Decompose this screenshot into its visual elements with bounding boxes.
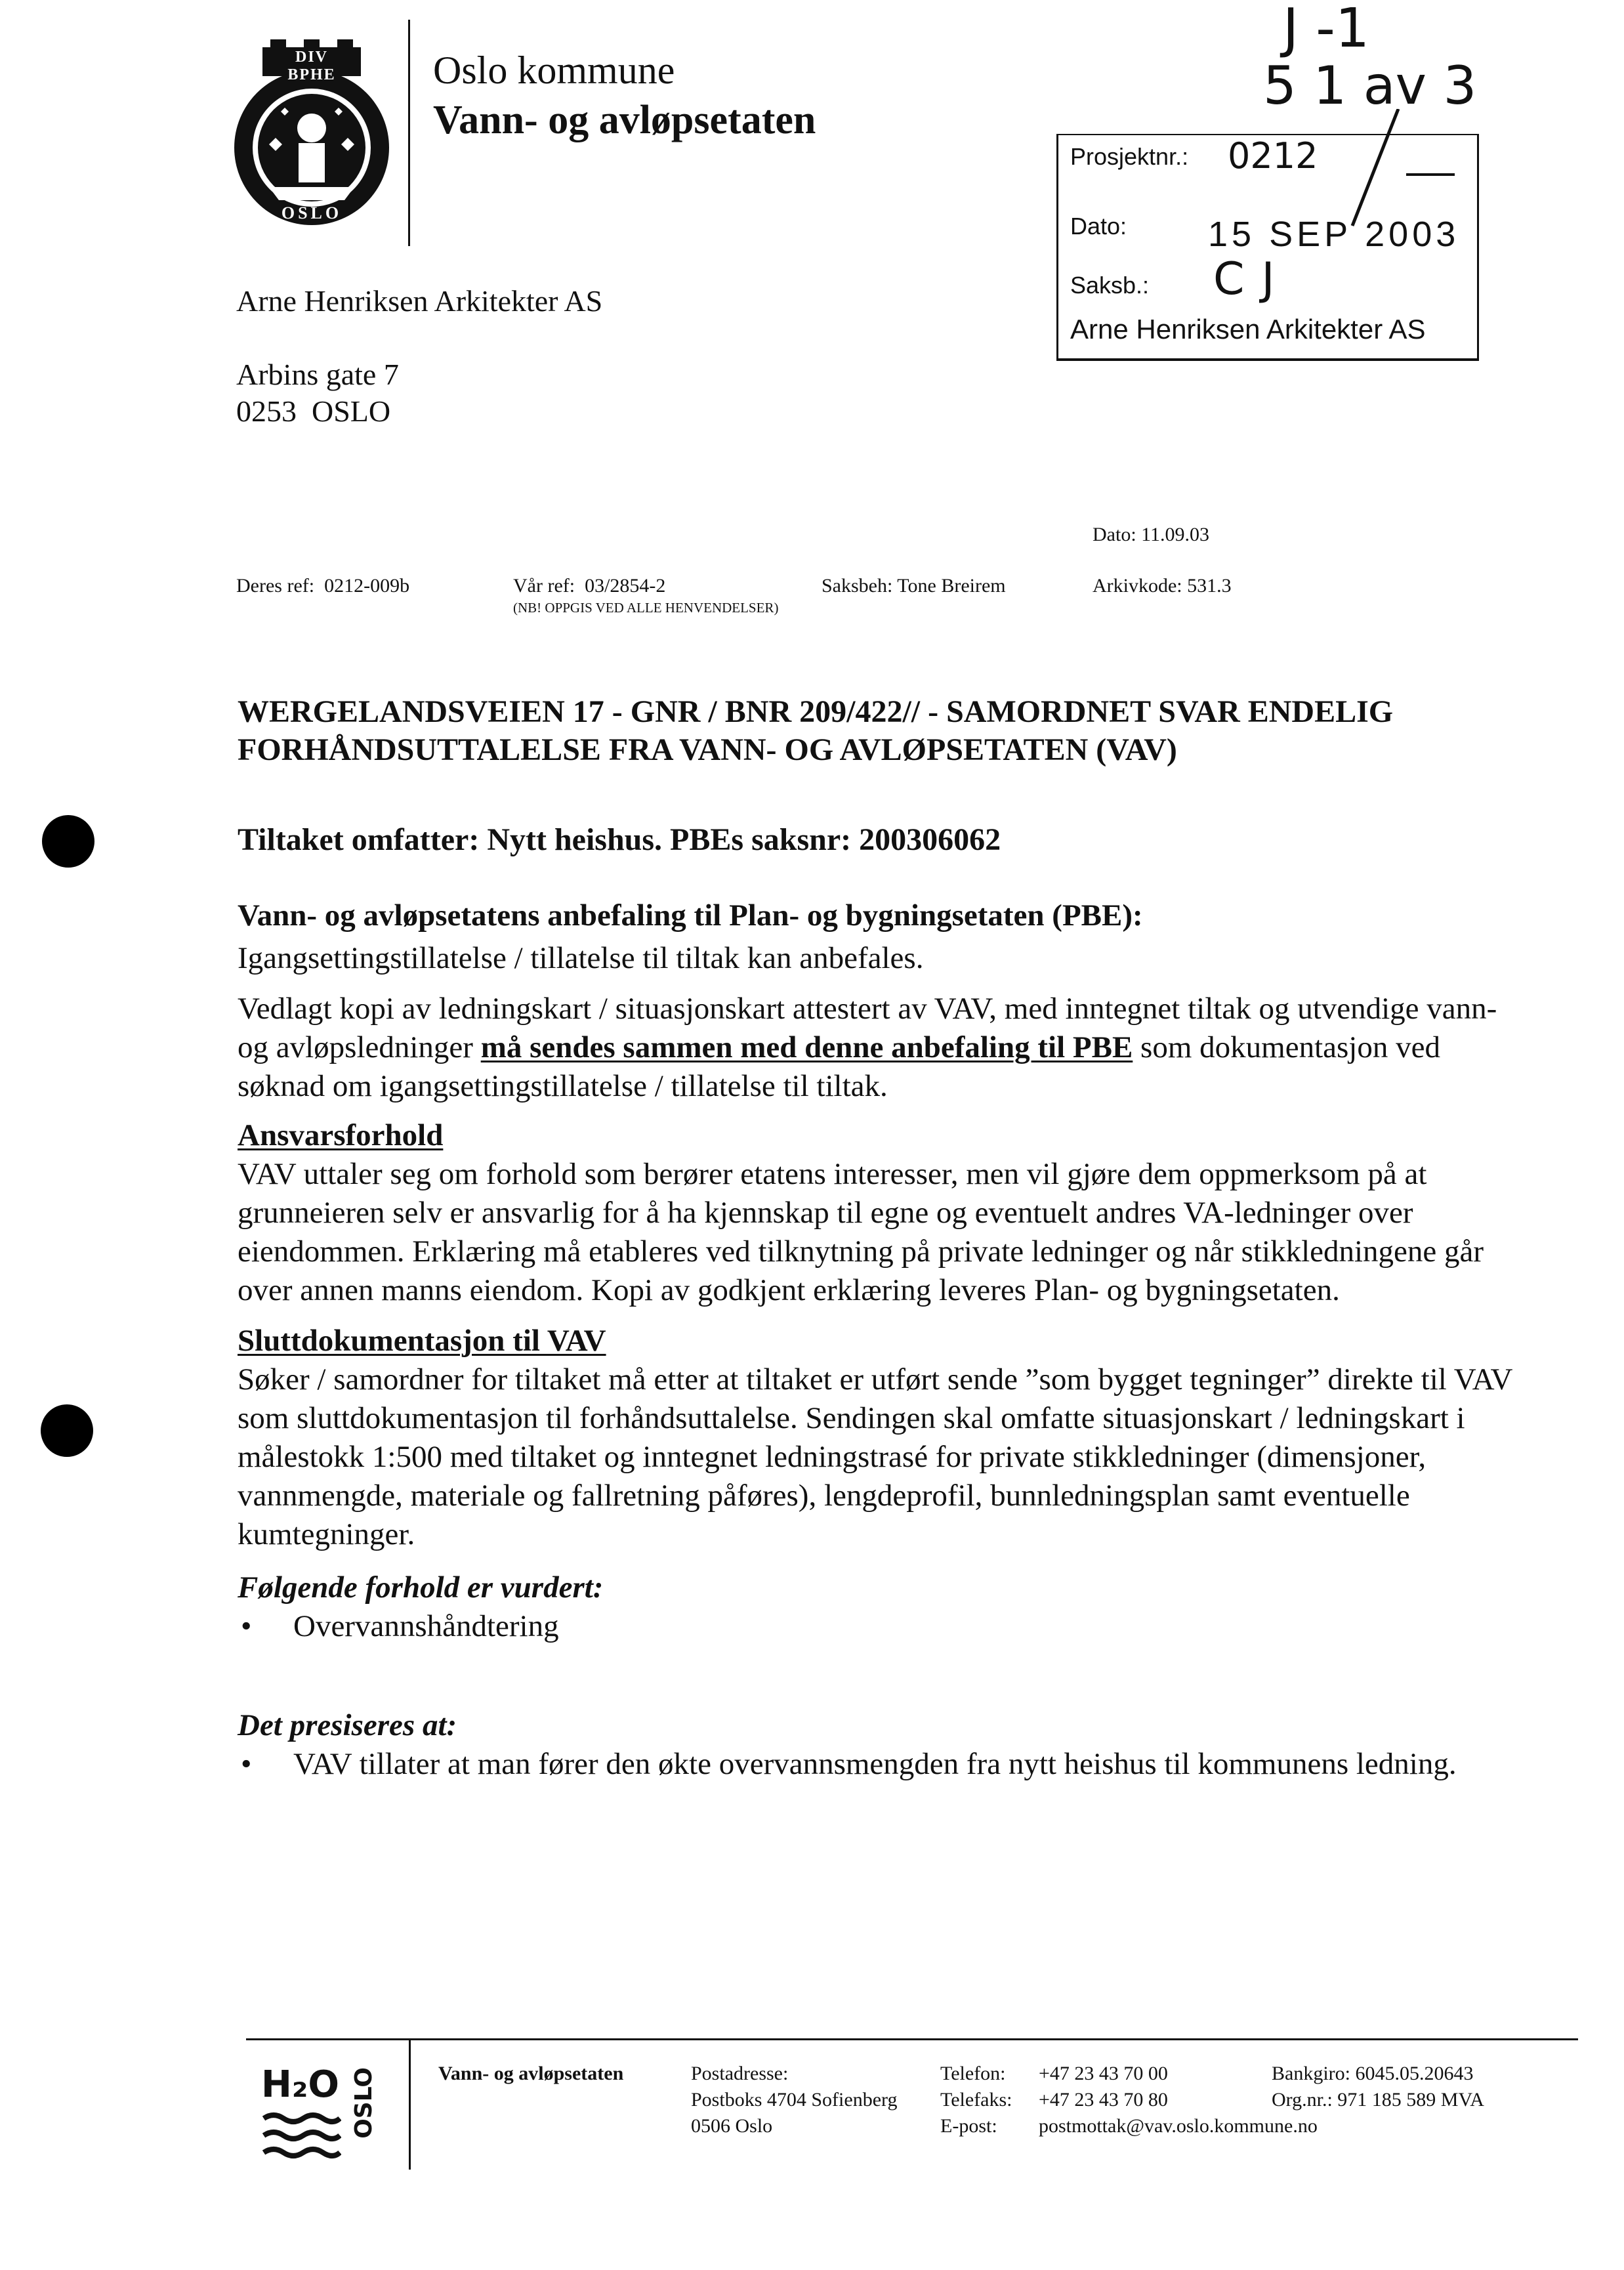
punch-hole-top [42, 815, 94, 868]
footer-phone: +47 23 43 70 00 [1039, 2063, 1168, 2084]
footer-rule [246, 2038, 1578, 2040]
h2o-oslo-logo [248, 2063, 386, 2166]
recommendation-heading: Vann- og avløpsetatens anbefaling til Plan- og bygningsetaten (PBE): [238, 898, 1143, 933]
recommendation-text: Igangsettingstillatelse / tillatelse til tiltak kan anbefales. [238, 941, 924, 975]
crest-ring-bottom-text: OSLO [281, 203, 343, 222]
our-reference: Vår ref: 03/2854-2 [513, 575, 666, 597]
recipient-postal: 0253 OSLO [236, 394, 391, 428]
stamp-date-value: 15 SEP 2003 [1208, 215, 1460, 254]
assessed-heading: Følgende forhold er vurdert: [238, 1570, 604, 1605]
footer-postal-line2: 0506 Oslo [691, 2115, 773, 2137]
letter-title-line1: WERGELANDSVEIEN 17 - GNR / BNR 209/422// - SAMORDNET SVAR ENDELIG [238, 694, 1394, 729]
stamp-project-dash [1406, 173, 1455, 176]
letter-date: Dato: 11.09.03 [1093, 524, 1210, 545]
specified-item-text: VAV tillater at man fører den økte overvannsmengden fra nytt heishus til kommunens ledning. [293, 1747, 1457, 1781]
specified-list-item [238, 1745, 1524, 1784]
handwritten-document-number: J -1 [1283, 0, 1370, 60]
footer-email-label: E-post: [940, 2115, 997, 2137]
final-documentation-heading: Sluttdokumentasjon til VAV [238, 1324, 606, 1358]
oslo-crest-logo [230, 39, 394, 230]
stamp-project-number: 0212 [1228, 135, 1318, 177]
logo-waves-icon [262, 2111, 341, 2166]
stamp-project-slash [1341, 109, 1406, 227]
footer-org-label: Org.nr.: [1272, 2089, 1333, 2111]
logo-oslo-text: OSLO [350, 2067, 377, 2139]
footer-phone-label: Telefon: [940, 2063, 1006, 2084]
footer-org-line [1272, 2087, 1484, 2113]
stamp-caseworker-initials: CJ [1213, 253, 1292, 305]
bullet: • [241, 1747, 252, 1781]
attachment-text-end: som dokumentasjon ved søknad om igangsettingstillatelse / tillatelse til tiltak. [238, 1030, 1440, 1103]
recipient-street: Arbins gate 7 [236, 358, 399, 391]
footer-org: 971 185 589 MVA [1337, 2089, 1484, 2111]
attachment-text-start: Vedlagt kopi av ledningskart / situasjonskart attestert av VAV, med inntegnet tiltak og utvendige vann- og avløpsledninger [238, 992, 1497, 1064]
footer-postal-line1: Postboks 4704 Sofienberg [691, 2089, 898, 2111]
footer-bank-line [1272, 2061, 1484, 2087]
bullet: • [241, 1609, 252, 1643]
footer-postal-block [691, 2061, 897, 2139]
footer-agency: Vann- og avløpsetaten [438, 2063, 624, 2084]
attachment-paragraph [238, 990, 1524, 1106]
letter-title [238, 693, 1393, 769]
stamp-company: Arne Henriksen Arkitekter AS [1070, 314, 1426, 345]
agency-name: Vann- og avløpsetaten [433, 98, 816, 142]
final-documentation-text: Søker / samordner for tiltaket må etter at tiltaket er utført sende ”som bygget tegninger” direkte til VAV som sluttdokumentasjon til forhåndsuttalelse. Sendingen skal omfatte situasjonskart / ledningskart i målestokk 1:500 med tiltaket og inntegnet ledningstrasé for private stikkledninger (dimensjoner, vannmengde, materiale og fallretning påføres), lengdeprofil, bunnledningsplan samt eventuelle kumtegninger. [238, 1362, 1512, 1551]
handwritten-page-count: 5 1 av 3 [1263, 55, 1477, 116]
received-stamp [1056, 134, 1479, 361]
assessed-item-text: Overvannshåndtering [293, 1609, 559, 1643]
letter-title-line2: FORHÅNDSUTTALELSE FRA VANN- OG AVLØPSETATEN (VAV) [238, 732, 1177, 767]
footer-fax-label: Telefaks: [940, 2089, 1012, 2111]
your-reference: Deres ref: 0212-009b [236, 575, 410, 597]
stamp-caseworker-label: Saksb.: [1070, 272, 1150, 299]
header-divider [408, 20, 410, 246]
specified-heading: Det presiseres at: [238, 1708, 457, 1742]
assessed-list-item [238, 1607, 1524, 1646]
responsibility-text: VAV uttaler seg om forhold som berører etatens interesser, men vil gjøre dem oppmerksom på at grunneieren selv er ansvarlig for å ha kjennskap til egne og eventuelt andres VA-ledninger over eiendommen. Erklæring må etableres ved tilknytning på private ledninger og når stikkledningene går over annen manns eiendom. Kopi av godkjent erklæring leveres Plan- og bygningsetaten. [238, 1157, 1484, 1307]
footer-postal-label: Postadresse: [691, 2063, 789, 2084]
attachment-emphasis: må sendes sammen med denne anbefaling til PBE [480, 1030, 1133, 1064]
org-name: Oslo kommune [433, 49, 675, 92]
case-officer: Saksbeh: Tone Breirem [822, 575, 1006, 597]
measure-summary: Tiltaket omfatter: Nytt heishus. PBEs saksnr: 200306062 [238, 822, 1001, 857]
punch-hole-bottom [41, 1404, 93, 1457]
letter-body [238, 896, 1524, 1784]
crest-ring-top-text: DIV BPHE [287, 49, 336, 83]
stamp-date-label: Dato: [1070, 213, 1127, 240]
reference-note: (NB! OPPGIS VED ALLE HENVENDELSER) [513, 600, 779, 616]
footer-bank-label: Bankgiro: [1272, 2063, 1350, 2084]
footer-email: postmottak@vav.oslo.kommune.no [1039, 2115, 1318, 2137]
responsibility-heading: Ansvarsforhold [238, 1118, 444, 1152]
footer-contact-labels [940, 2061, 1012, 2139]
footer-bank: 6045.05.20643 [1355, 2063, 1474, 2084]
stamp-project-label: Prosjektnr.: [1070, 143, 1189, 170]
footer-fax: +47 23 43 70 80 [1039, 2089, 1168, 2111]
archive-code: Arkivkode: 531.3 [1093, 575, 1232, 597]
logo-h2o-text: H₂O [261, 2063, 339, 2106]
footer-divider [409, 2038, 411, 2170]
footer-bank-block [1272, 2061, 1484, 2113]
recipient-name: Arne Henriksen Arkitekter AS [236, 284, 603, 318]
